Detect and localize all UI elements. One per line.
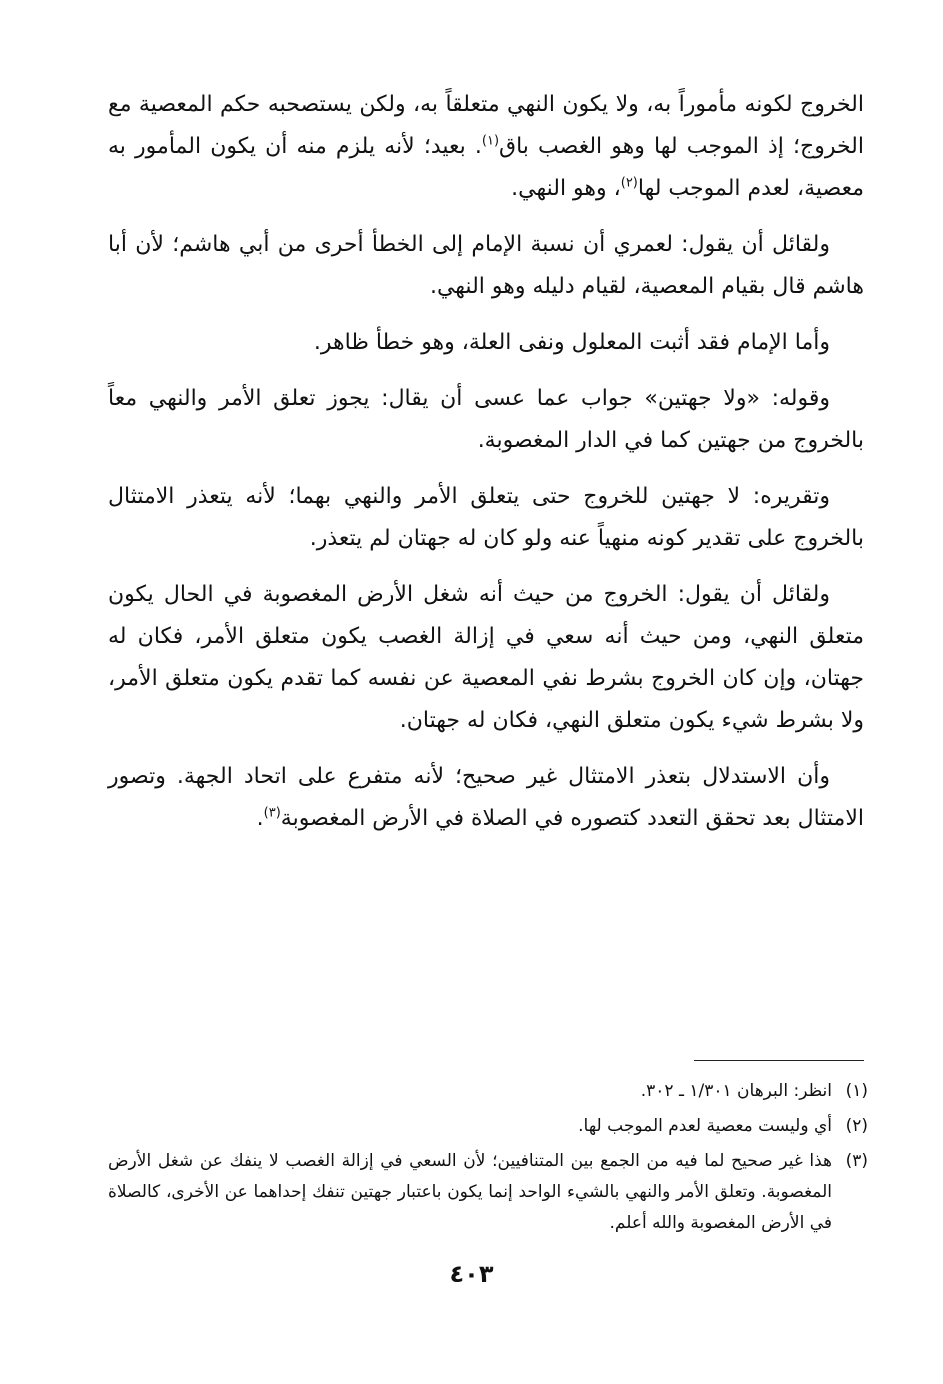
footnote-ref-3[interactable]: (٣) [263, 805, 281, 821]
footnotes [108, 1076, 868, 1243]
paragraph-3: وأما الإمام فقد أثبت المعلول ونفى العلة، وهو خطأ ظاهر. [313, 330, 830, 355]
footnote-number: (١) [845, 1081, 868, 1101]
paragraph-7 [108, 756, 864, 840]
paragraph-7-part-b: . [256, 806, 264, 831]
footnote-ref-1[interactable]: (١) [481, 133, 500, 149]
paragraph-1-part-b: . بعيد؛ لأنه يلزم منه أن يكون المأمور به معصية، لعدم الموجب لها [108, 134, 864, 201]
paragraph-6: ولقائل أن يقول: الخروج من حيث أنه شغل الأرض المغصوبة في الحال يكون متعلق النهي، ومن حيث أنه سعي في إزالة الغصب يكون متعلق الأمر، فكان له جهتان، وإن كان الخروج بشرط نفي المعصية عن نفسه كما تقدم يكون متعلق الأمر، ولا بشرط شيء يكون متعلق النهي، فكان له جهتان. [108, 582, 864, 733]
paragraph-1-part-a: الخروج لكونه مأموراً به، ولا يكون النهي متعلقاً به، ولكن يستصحبه حكم المعصية مع الخروج؛ إذ الموجب لها وهو الغصب باق [108, 92, 864, 159]
footnote-3 [108, 1146, 868, 1239]
paragraph-1 [108, 84, 864, 210]
footnote-text: هذا غير صحيح لما فيه من الجمع بين المتنافيين؛ لأن السعي في إزالة الغصب لا ينفك عن شغل الأرض المغصوبة. وتعلق الأمر والنهي بالشيء الواحد إنما يكون باعتبار جهتين تنفك إحداهما عن الأخرى، كالصلاة في الأرض المغصوبة والله أعلم. [108, 1151, 832, 1233]
paragraph-2: ولقائل أن يقول: لعمري أن نسبة الإمام إلى الخطأ أحرى من أبي هاشم؛ لأن أبا هاشم قال بقيام المعصية، لقيام دليله وهو النهي. [108, 232, 864, 299]
main-text [108, 84, 864, 854]
footnote-2 [108, 1111, 868, 1142]
page-number: ٤٠٣ [449, 1260, 494, 1288]
paragraph-1-part-c: ، وهو النهي. [511, 176, 621, 201]
footnote-divider [694, 1060, 864, 1061]
footnote-number: (٣) [845, 1151, 868, 1171]
footnote-number: (٢) [845, 1116, 868, 1136]
footnote-text: انظر: البرهان ١/٣٠١ ـ ٣٠٢. [640, 1081, 832, 1101]
footnote-1 [108, 1076, 868, 1107]
footnote-text: أي وليست معصية لعدم الموجب لها. [578, 1116, 832, 1136]
paragraph-7-part-a: وأن الاستدلال بتعذر الامتثال غير صحيح؛ لأنه متفرع على اتحاد الجهة. وتصور الامتثال بعد تحقق التعدد كتصوره في الصلاة في الأرض المغصوبة [108, 764, 864, 831]
footnote-ref-2[interactable]: (٢) [620, 175, 638, 191]
paragraph-4: وقوله: «ولا جهتين» جواب عما عسى أن يقال: يجوز تعلق الأمر والنهي معاً بالخروج من جهتين كما في الدار المغصوبة. [108, 386, 864, 453]
paragraph-5: وتقريره: لا جهتين للخروج حتى يتعلق الأمر والنهي بهما؛ لأنه يتعذر الامتثال بالخروج على تقدير كونه منهياً عنه ولو كان له جهتان لم يتعذر. [108, 484, 864, 551]
